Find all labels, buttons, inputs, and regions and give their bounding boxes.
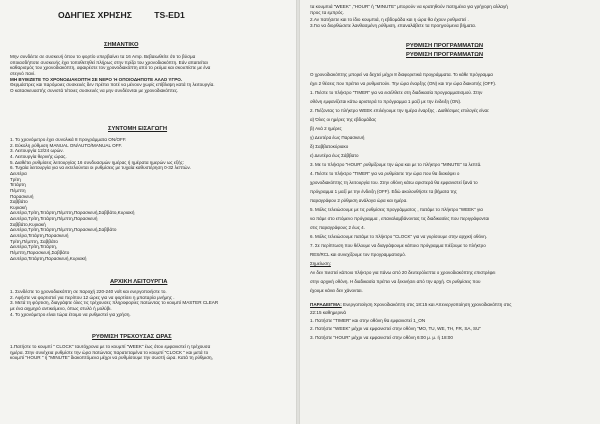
body-line: Ο κατασκευαστής συνιστά τέτοιες συσκευές να μην συνδέονται με χρονοδιακόπτες. xyxy=(10,87,179,93)
body-line: 4. Πιέστε το πλήκτρο "TIMER" για να ρυθμίσετε την ώρα που θα διακόψει ο xyxy=(310,171,460,176)
body-line: Δευτέρα,Τρίτη,Τετάρτη,Πέμπτη,Παρασκευή xyxy=(10,216,98,222)
body-line: 5. Διαθέτει ρυθμίσεις λειτουργίας 16 συνδυασμών ημέρας ή ημέρατα ημερών ως εξής: xyxy=(10,159,185,165)
body-line: 3.Για να διορθώσετε λανθασμένη ρύθμιση, επαναλάβετε τα προηγούμενα βήματα. xyxy=(310,23,477,29)
body-line: 2.Αν πατήσετε και το ίδιο κουμπιά, η εβδομάδα και η ώρα θα έχουν ρυθμιστεί . xyxy=(310,16,469,22)
body-line: Παρασκευή xyxy=(10,193,34,199)
body-line: Δευτέρα,Τρίτη,Τετάρτη, xyxy=(10,244,58,250)
body-line: Δευτέρα xyxy=(10,170,27,176)
body-line: 3. Μετά τη φόρτιση, διαγράψτε όλες τις τρέχουσες πληροφορίες πατώντας το κουμπί MASTER CLEAR xyxy=(10,300,219,306)
body-line: Δευτέρα,Τρίτη,Τετάρτη,Πέμπτη,Παρασκευή,Σαββάτο,Κυριακή xyxy=(10,210,135,216)
body-line: να πάμε στο επόμενο πρόγραμμα , επαναλαμβάνοντας τις διαδικασίες που περιγράφονται xyxy=(310,216,490,221)
body-line: 2. Αφήστε να φορτιστεί για περίπου 12 ώρες για να φορτίσει η μπαταρία μνήμης . xyxy=(10,294,175,300)
body-line: χρονοδιακόπτης τη λειτουργία του. Στην οθόνη κάτω αριστερά θα εμφανιστεί ξανά το xyxy=(310,180,478,185)
example-label: ΠΑΡΑΔΕΙΓΜΑ: xyxy=(310,302,342,307)
body-line: με ένα αιχμηρό αντικείμενο, όπως στυλό ή μολύβι. xyxy=(10,305,112,311)
body-line: έχει 2 θέσεις που πρέπει να ρυθμιστούν. Την ώρα έναρξης (ON) και την ώρα διακοπής (OFF). xyxy=(310,81,497,86)
body-line: Δευτέρα,Τετάρτη,Παρασκευή xyxy=(10,233,69,239)
body-line: 5. Μόλις τελειώσουμε με τις ρυθμίσεις προγράμματος , πατάμε το πλήκτρο "WEEK" για xyxy=(310,207,483,212)
body-line: 1. Συνδέστε το χρονοδιακόπτη σε παροχή 220-240 volt και ενεργοποιήστε το. xyxy=(10,289,167,294)
body-line: 4. Λειτουργία θερινής ώρας. xyxy=(10,153,67,159)
body-line: 3. Λειτουργία 12/24 ωρών. xyxy=(10,148,64,154)
example-line xyxy=(310,302,512,308)
body-line: 2. Πιέζοντας το πλήκτρο WEEK επιλέγουμε την ημέρα έναρξης . Διαθέσιμες επιλογές είναι: xyxy=(310,108,490,113)
body-line: Πέμπτη xyxy=(10,187,26,193)
body-line: Σαββάτο,Κυριακή xyxy=(10,221,46,227)
body-line: Κυριακή xyxy=(10,204,27,210)
body-line: Σημείωση: xyxy=(310,261,331,266)
body-line: παραγράφου 2 ρύθμιση ανάλογα ώρα και ημέρα. xyxy=(310,198,408,203)
section-heading: ΣΗΜΑΝΤΙΚΟ xyxy=(104,42,139,48)
body-line: 6. Τυχαία λειτουργία για να εκτελούνται οι ρυθμίσεις με τυχαία καθυστέρηση 0-32 λεπτών. xyxy=(10,165,192,171)
body-line: Σαββάτο xyxy=(10,199,28,205)
document-title xyxy=(58,10,185,20)
body-line: ε) Δευτέρα έως Σάββατο xyxy=(310,153,359,158)
body-line: Μην συνδέετε σε συσκευή όπου το φορτίο υπερβαίνει τα 16 Amp. Βεβαιωθείτε ότι το βύσμα xyxy=(10,54,196,59)
model-number: TS-ED1 xyxy=(154,10,185,20)
body-line: γ) Δευτέρα έως Παρασκευή xyxy=(310,135,365,140)
body-line: 3. Με το πλήκτρο "HOUR" ρυθμίζουμε την ώρα και με το πλήκτρο "MINUTE" τα λεπτά. xyxy=(310,162,482,167)
body-line: κουμπί "HOUR " ή "MINUTE" διακοπτόμενα μέχρι να ρυθμίσουμε την σωστή ώρα. Κατά τη ρύθμιση, xyxy=(10,355,213,361)
body-line: 2. Εύκολη ρύθμιση MANUAL ON/AUTO/MANUAL OFF. xyxy=(10,142,123,148)
body-line: προς τα εμπρός. xyxy=(310,10,345,16)
body-line: οποιασδήποτε συσκευής έχει τοποθετηθεί πλήρως στην πρίζα του χρονοδιακόπτη. Εάν απαιτείται xyxy=(10,59,208,65)
body-line: RES/RCL και συνεχίζουμε τον προγραμματισμό. xyxy=(310,252,406,257)
body-line: Τρίτη xyxy=(10,176,21,182)
example-step: 22:15 καθημερινά xyxy=(310,310,347,315)
body-line: στεγνό πανί. xyxy=(10,70,36,76)
body-line: 1.Πατήστε το κουμπί " CLOCK" ταυτόχρονα με το κουμπί "WEEK" έως ότου εμφανιστεί η τρέχουσα xyxy=(10,344,211,349)
body-line: καθαρισμός του χρονοδιακόπτη, αφαιρέστε τον χρονοδιακόπτη από το ρεύμα και σκουπίστε με ένα xyxy=(10,65,211,71)
body-line: πρόγραμμα 1 μαζί με την ένδειξη (OFF). Εδώ ακολουθήστε τα βήματα της xyxy=(310,189,457,194)
body-line: στις παραγράφους 2 έως 4. xyxy=(310,225,365,230)
body-line: Δευτέρα,Τρίτη,Τετάρτη,Πέμπτη,Παρασκευή,Σαββάτο xyxy=(10,227,117,233)
section-heading: ΡΥΘΜΙΣΗ ΤΡΕΧΟΥΣΑΣ ΩΡΑΣ xyxy=(92,334,172,340)
body-line: ΜΗ ΒΥΘΙΖΕΤΕ ΤΟ ΧΡΟΝΟΔΙΑΚΟΠΤΗ ΣΕ ΝΕΡΟ Ή ΟΠΟΙΟΔΗΠΟΤΕ ΑΛΛΟ ΥΓΡΟ. xyxy=(10,76,183,82)
body-line: τα κουμπιά "WEEK" ,"HOUR" ή "MINUTE" μπορούν να κρατηθούν πατημένα για γρήγορη αλλαγή xyxy=(310,4,508,9)
body-line: στην αρχική οθόνη. Η διαδικασία πρέπει να ξεκινήσει από την αρχή. Οι ρυθμίσεις που xyxy=(310,279,481,284)
body-line: Ο χρονοδιακόπτης μπορεί να δεχτεί μέχρι 8 διαφορετικά προγράμματα. Το κάθε πρόγραμμα xyxy=(310,72,493,77)
body-line: Τετάρτη xyxy=(10,182,26,188)
body-line: β) Ανά 2 ημέρες xyxy=(310,126,342,131)
section-heading: ΣΥΝΤΟΜΗ ΕΙΣΑΓΩΓΗ xyxy=(108,126,168,132)
section-subheading: ΡΥΘΜΙΣΗ ΠΡΟΓΡΑΜΜΑΤΩΝ xyxy=(406,52,484,58)
example-step: 2. Πατήστε "WEEK" μέχρι να εμφανιστεί στην οθόνη "MO, TU, WE, TH, FR, SA, SU" xyxy=(310,326,482,332)
section-heading: ΑΡΧΙΚΗ ΛΕΙΤΟΥΡΓΙΑ xyxy=(110,279,168,285)
body-line: Δευτέρα,Τετάρτη,Παρασκευή,Κυριακή xyxy=(10,255,87,261)
body-line: Θερμάστρες και παρόμοιες συσκευές δεν πρέπει ποτέ να μένουν χωρίς επίβλεψη κατά τη λειτουργία. xyxy=(10,82,215,88)
example-step: 1. Πατήστε "TIMER" και στην οθόνη θα εμφανιστεί 1_ON xyxy=(310,318,426,324)
body-line: Τρίτη,Πέμπτη, Σαββάτο xyxy=(10,238,58,244)
body-line: 1. Το χρονόμετρο έχει συνολικά 8 προγράμματα ON/OFF. xyxy=(10,137,127,142)
body-line: Πέμπτη,Παρασκευή,Σαββάτο xyxy=(10,250,70,255)
body-line: Αν δεν πιεστεί κάποιο πλήκτρο για πάνω από 20 δευτερόλεπτα ο χρονοδιακόπτης επιστρέφει xyxy=(310,270,496,275)
body-line: 4. Το χρονόμετρο είναι τώρα έτοιμο να ρυθμιστεί για χρήση. xyxy=(10,311,131,317)
body-line: 6. Μόλις τελειώσουμε πατάμε το πλήκτρο "CLOCK" για να γυρίσουμε στην αρχική οθόνη. xyxy=(310,234,488,239)
body-line: οθόνη εμφανίζεται κάτω αριστερά το πρόγραμμα 1 μαζί με την ένδειξη (ON). xyxy=(310,99,462,104)
title-text: ΟΔΗΓΙΕΣ ΧΡΗΣΗΣ xyxy=(58,10,132,20)
section-heading: ΡΥΘΜΙΣΗ ΠΡΟΓΡΑΜΜΑΤΩΝ xyxy=(406,43,484,49)
body-line: έχουμε κάνει δεν χάνονται. xyxy=(310,288,363,293)
example-step: 3. Πατήστε "HOUR" μέχρι να εμφανιστεί στην οθόνη 6:00 μ. μ. ή 18:00 xyxy=(310,334,453,340)
body-line: δ) Σαββατοκύριακο xyxy=(310,144,349,149)
body-line: 1. Πιέστε το πλήκτρο "TIMER" για να εισέλθετε στη διαδικασία προγραμματισμού. Στην xyxy=(310,90,483,95)
body-line: ημέρα. Στην συνέχεια ρυθμίστε την ώρα πατώντας παρατεταμένα το κουμπί "CLOCK " και μετά το xyxy=(10,349,209,355)
example-text: Ενεργοποίηση Χρονοδιακόπτη στις 18:15 και Απενεργοποίηση χρονοδιακόπτη στις xyxy=(341,302,512,307)
body-line: α) Όλες οι ημέρες της εβδομάδας xyxy=(310,117,377,122)
body-line: 7. Σε περίπτωση που θέλουμε να διαγράψουμε κάποιο πρόγραμμα πιέζουμε το πλήκτρο xyxy=(310,243,486,248)
